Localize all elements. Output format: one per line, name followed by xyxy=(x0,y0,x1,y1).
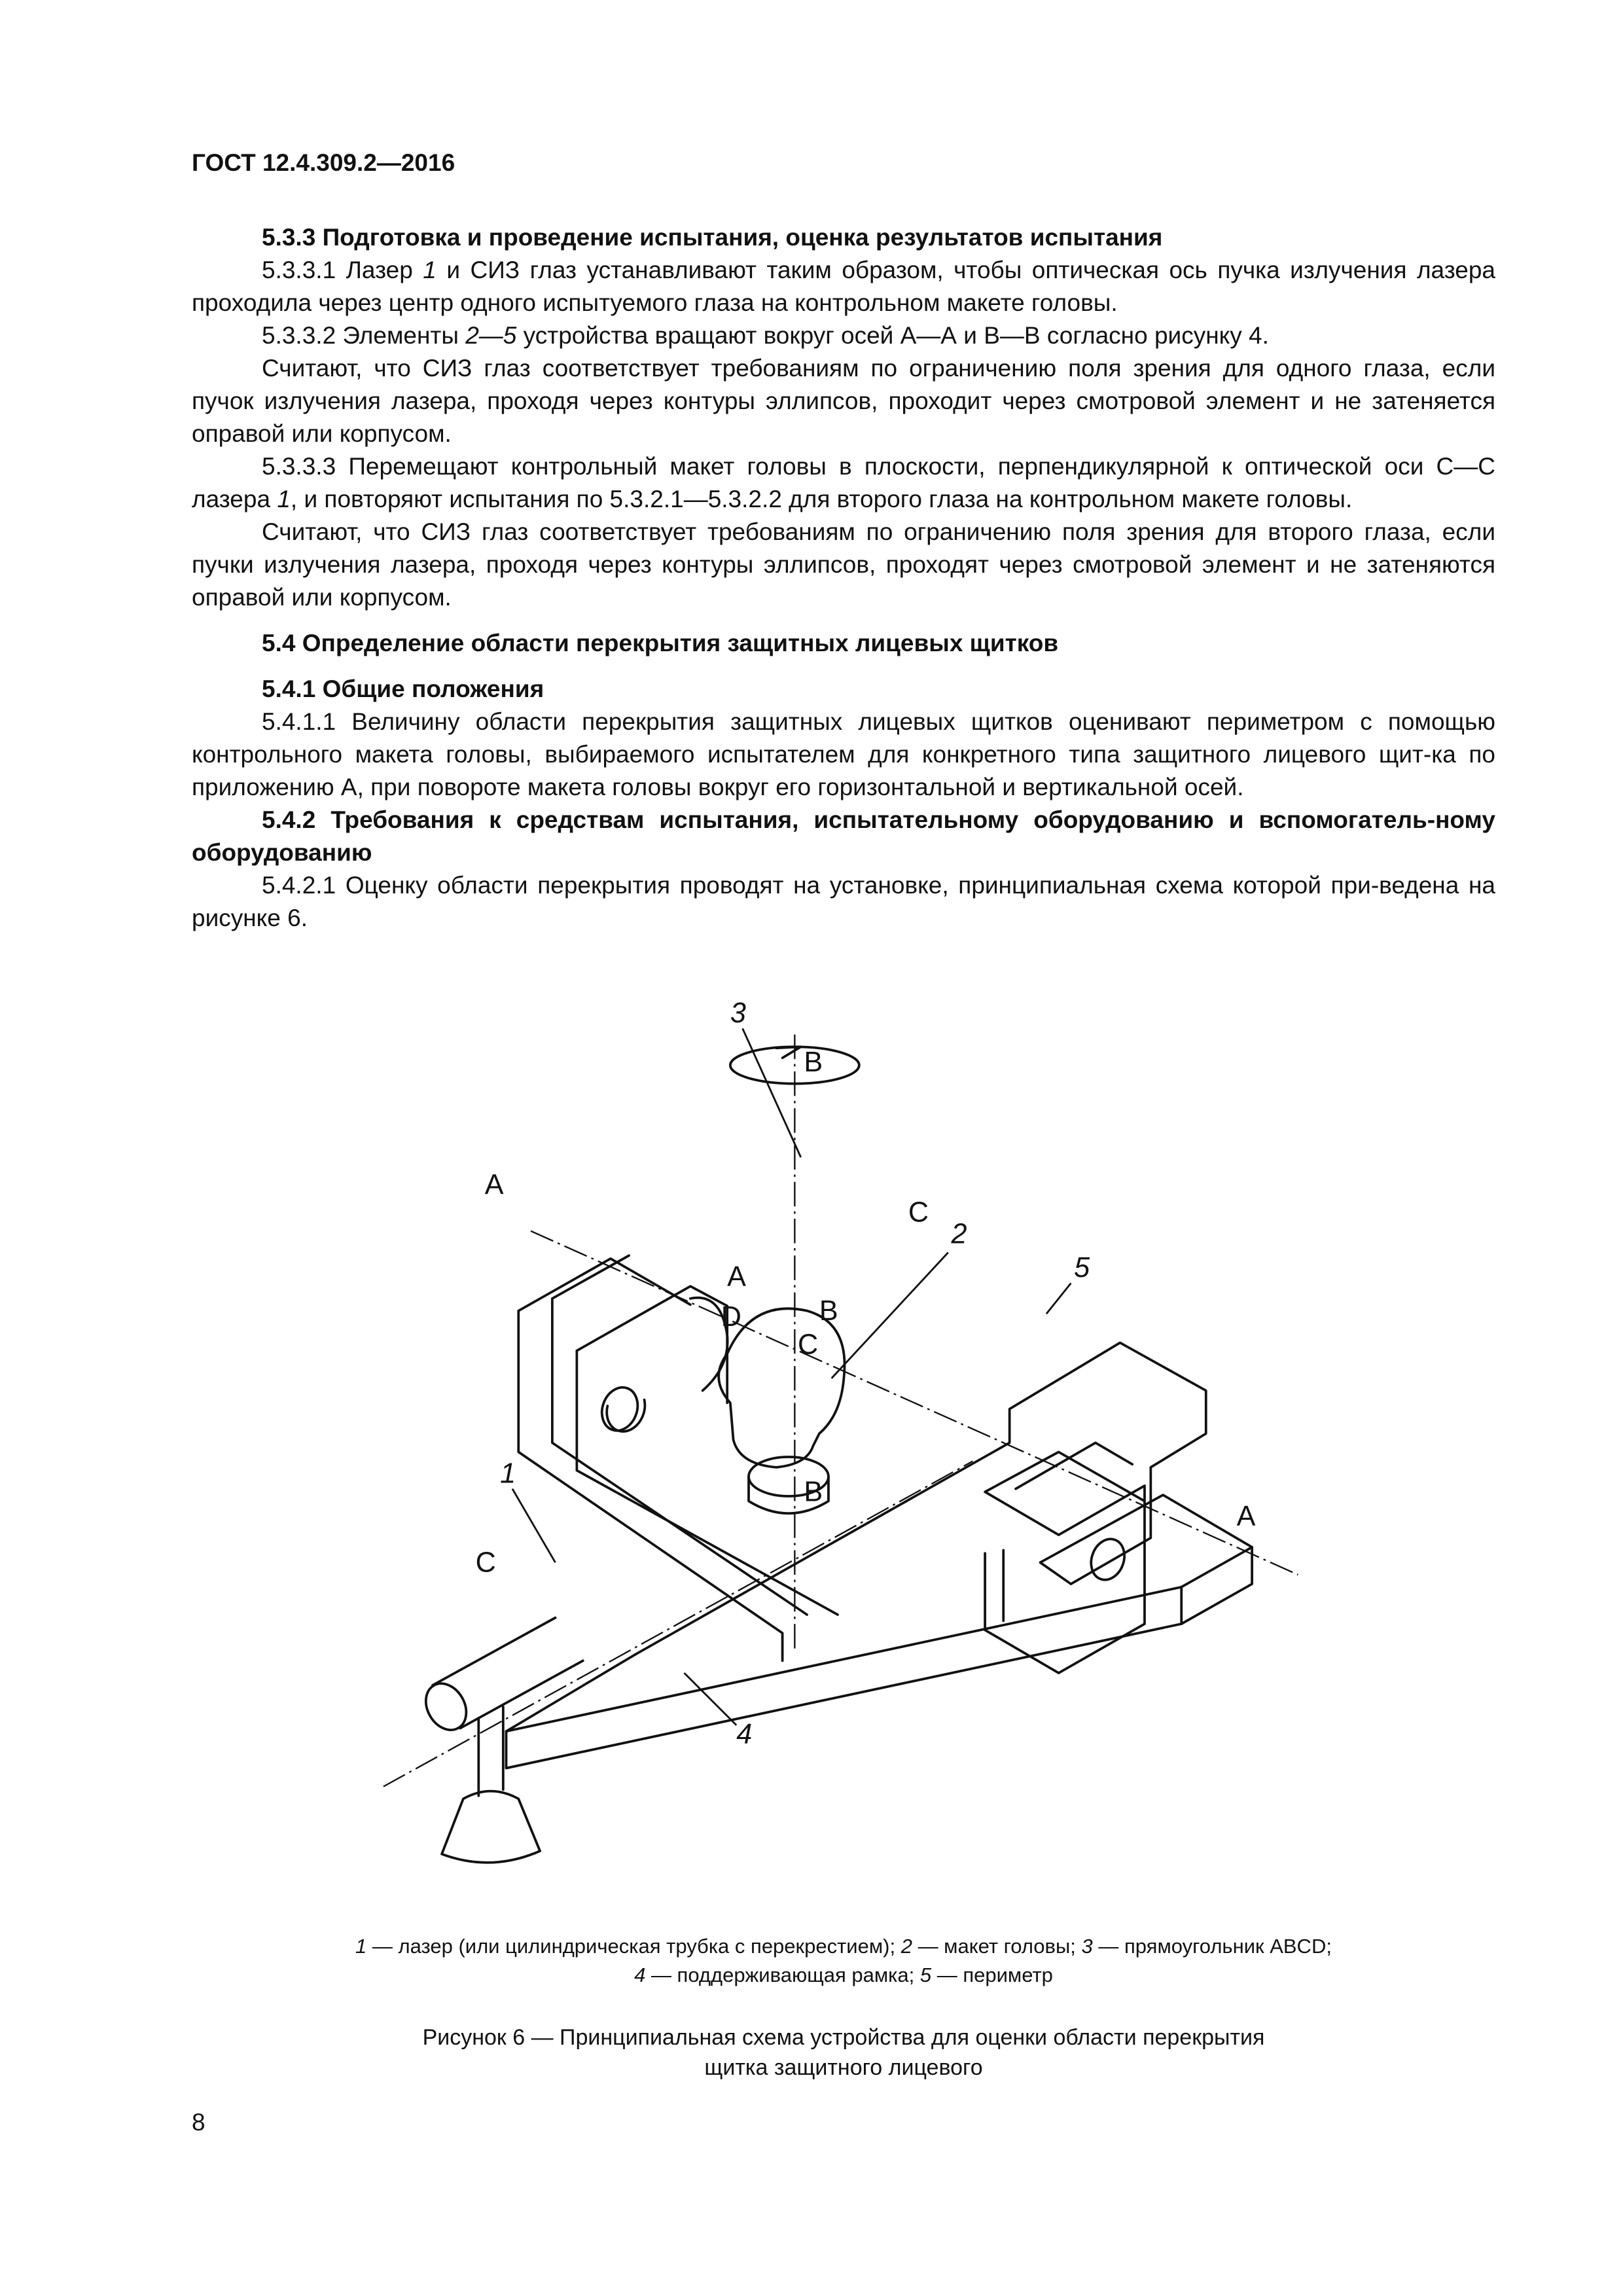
leader-4 xyxy=(685,1673,737,1725)
caption-line-2: щитка защитного лицевого xyxy=(704,2055,983,2080)
body-text xyxy=(192,221,1495,935)
label-4: 4 xyxy=(736,1718,753,1750)
paragraph-5-4-2-1: 5.4.2.1 Оценку области перекрытия проводят на установке, принципиальная схема которой при-ведена на рисунке 6. xyxy=(192,872,1495,931)
left-upright-inner xyxy=(552,1255,807,1615)
right-block-inner xyxy=(1003,1443,1132,1621)
label-1: 1 xyxy=(500,1458,516,1490)
label-b-bottom: В xyxy=(804,1476,823,1508)
label-d-head: D xyxy=(721,1301,741,1333)
axis-c xyxy=(383,1462,972,1787)
section-5-4-title: 5.4 Определение области перекрытия защитных лицевых щитков xyxy=(262,630,1059,656)
label-c-head: С xyxy=(798,1329,819,1361)
document-header: ГОСТ 12.4.309.2—2016 xyxy=(192,149,455,176)
base-frame-side xyxy=(1181,1547,1252,1624)
label-c-top: С xyxy=(908,1196,929,1229)
caption-line-1: Рисунок 6 — Принципиальная схема устройства для оценки области перекрытия xyxy=(422,2025,1265,2050)
label-a-head: А xyxy=(727,1261,746,1293)
label-5: 5 xyxy=(1074,1252,1090,1284)
left-upright-outer xyxy=(518,1259,782,1660)
left-plate-hole xyxy=(596,1382,643,1435)
section-5-4-1-title: 5.4.1 Общие положения xyxy=(262,675,544,702)
legend-line-1: 1 — лазер (или цилиндрическая трубка с перекрестием); 2 — макет головы; 3 — прямоугольник ABCD; xyxy=(355,1935,1332,1958)
label-b-head: В xyxy=(819,1295,838,1327)
paragraph-5-3-3-2: 5.3.3.2 Элементы 2—5 устройства вращают вокруг осей А—А и В—В согласно рисунку 4. xyxy=(262,322,1269,349)
base-frame-face xyxy=(507,1587,1182,1768)
figure-legend xyxy=(192,1932,1495,1990)
right-block xyxy=(985,1452,1145,1673)
laser-tube-front xyxy=(418,1676,474,1737)
laser-tube xyxy=(433,1618,583,1729)
rotation-arrow-head xyxy=(776,1047,801,1058)
label-3: 3 xyxy=(730,997,746,1029)
paragraph-5-3-3-2-result: Считают, что СИЗ глаз соответствует требованиям по ограничению поля зрения для одного глаза, если пучок излучения лазера, проходя через контуры эллипсов, проходит через смотровой элемент и не затеняется оправой или корпусом. xyxy=(192,355,1495,447)
laser-base xyxy=(442,1791,540,1863)
label-2: 2 xyxy=(951,1218,967,1250)
paragraph-5-4-1-1: 5.4.1.1 Величину области перекрытия защитных лицевых щитков оценивают периметром с помощью контрольного макета головы, выбираемого испытателем для конкретного типа защитного лицевого щит-ка по приложению А, при повороте макета головы вокруг его горизонтальной и вертикальной осей. xyxy=(192,708,1495,800)
paragraph-5-3-3-1: 5.3.3.1 Лазер 1 и СИЗ глаз устанавливают таким образом, чтобы оптическая ось пучка излучения лазера проходила через центр одного испытуемого глаза на контрольном макете головы. xyxy=(192,257,1495,316)
section-5-4-2-title: 5.4.2 Требования к средствам испытания, испытательному оборудованию и вспомогатель-ному оборудованию xyxy=(192,806,1495,866)
paragraph-5-3-3-3-result: Считают, что СИЗ глаз соответствует требованиям по ограничению поля зрения для второго глаза, если пучки излучения лазера, проходя через контуры эллипсов, проходят через смотровой элемент и не затеняются оправой или корпусом. xyxy=(192,518,1495,611)
figure-caption xyxy=(192,2022,1495,2083)
label-c-left: С xyxy=(475,1547,496,1579)
legend-line-2: 4 — поддерживающая рамка; 5 — периметр xyxy=(634,1964,1053,1986)
paragraph-5-3-3-3: 5.3.3.3 Перемещают контрольный макет головы в плоскости, перпендикулярной к оптической оси С—С лазера 1, и повторяют испытания по 5.3.2.1—5.3.2.2 для второго глаза на контрольном макете головы. xyxy=(192,453,1495,512)
leader-5 xyxy=(1046,1283,1071,1314)
leader-2 xyxy=(832,1253,948,1378)
label-a-left: А xyxy=(484,1169,504,1201)
right-block-hole xyxy=(1086,1534,1130,1585)
leader-1 xyxy=(512,1489,556,1563)
base-frame-top xyxy=(507,1342,1253,1731)
section-5-3-3-title: 5.3.3 Подготовка и проведение испытания, оценка результатов испытания xyxy=(262,224,1163,251)
page-number: 8 xyxy=(192,2109,205,2136)
label-b-top: В xyxy=(804,1046,823,1078)
label-a-right: А xyxy=(1236,1501,1256,1532)
laser-stand xyxy=(478,1707,503,1796)
figure-6-device-schematic xyxy=(340,992,1335,1882)
